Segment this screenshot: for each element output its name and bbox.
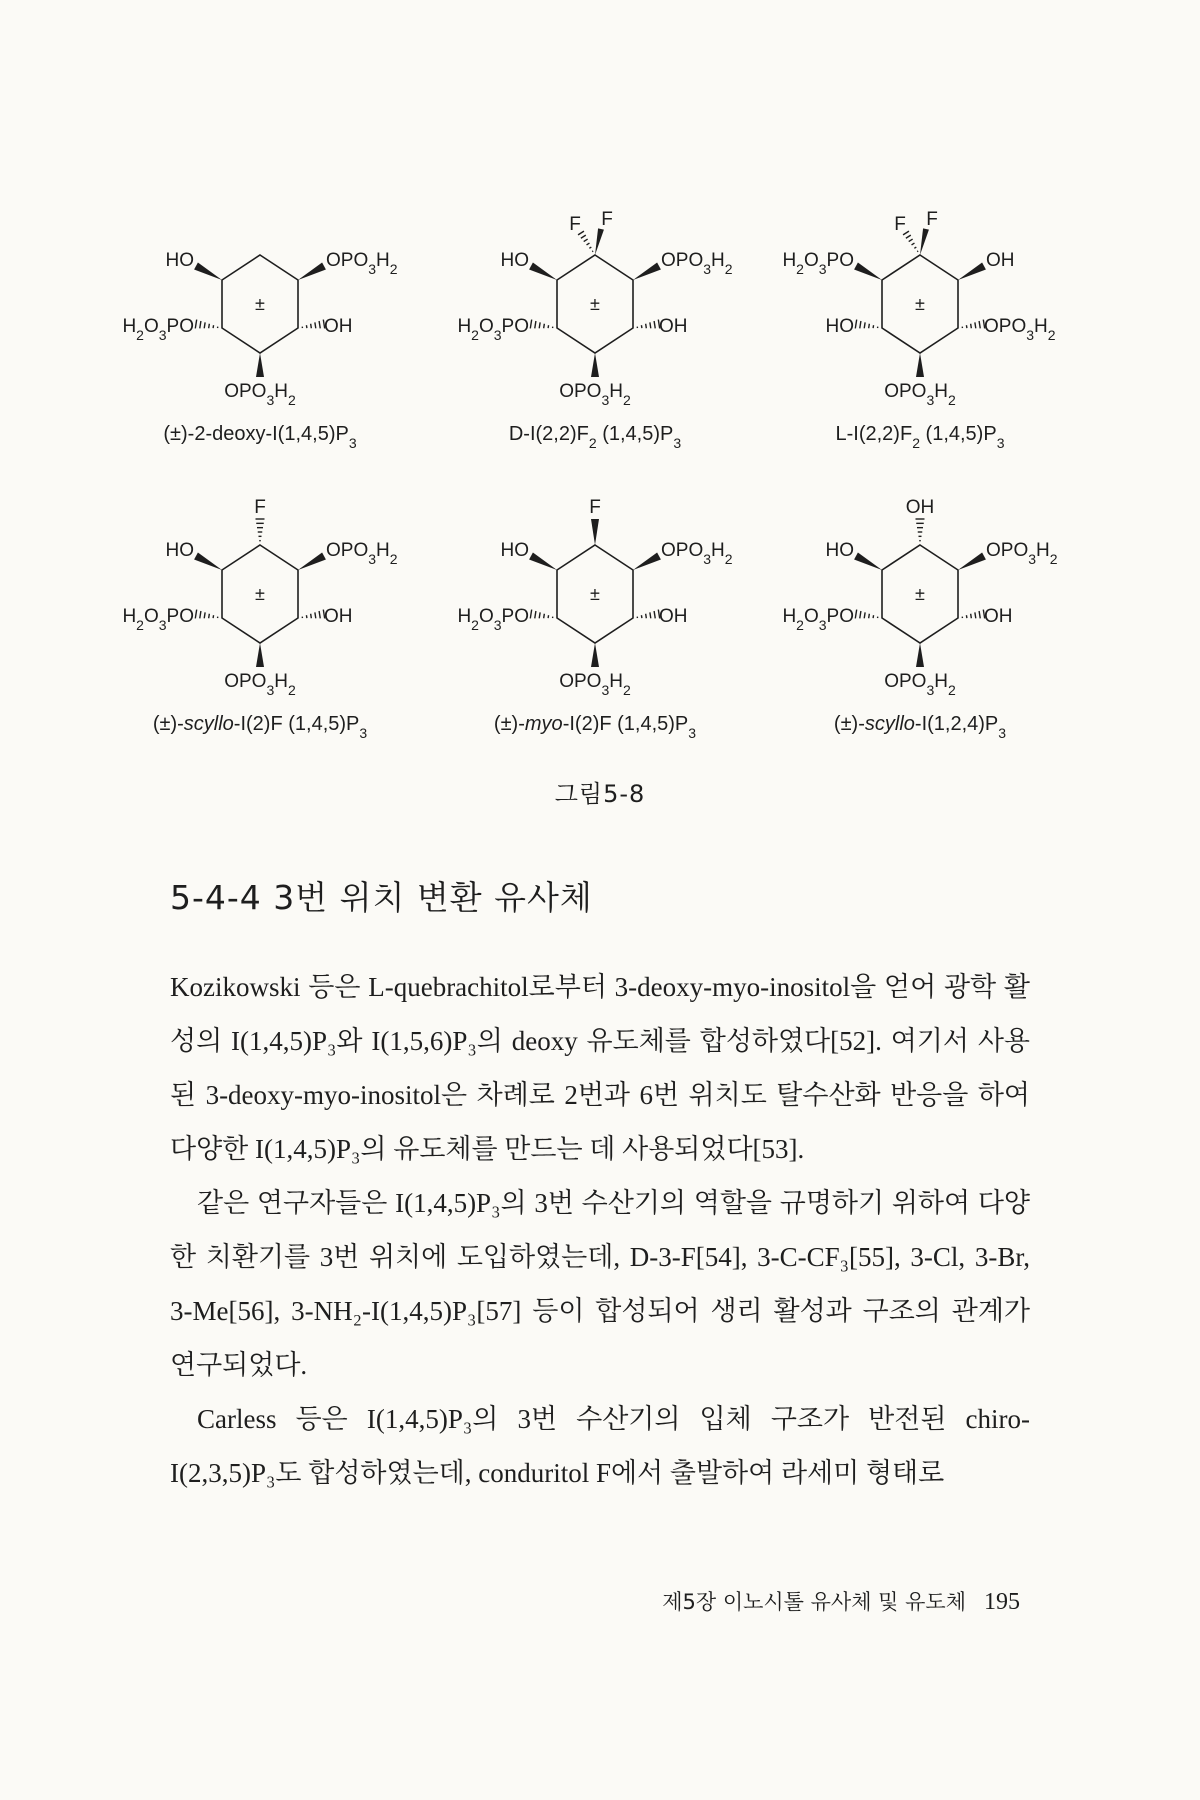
compound-name: (±)-scyllo-I(2)F $(1,4,5)P_3$ bbox=[152, 713, 368, 741]
bond-left-bottom bbox=[530, 320, 552, 329]
substituent-left-top: HO bbox=[165, 540, 194, 561]
bond-right-top bbox=[958, 552, 986, 570]
bond-right-top bbox=[298, 262, 326, 280]
structure-4 bbox=[90, 490, 430, 750]
substituent-top-f2: F bbox=[601, 209, 613, 230]
substituent-bottom: $OPO_3H_2$ bbox=[224, 671, 296, 698]
substituent-right-bottom: OH bbox=[324, 316, 353, 337]
substituent-bottom: $OPO_3H_2$ bbox=[884, 671, 956, 698]
substituent-top: F bbox=[254, 497, 266, 518]
bond-left-top bbox=[854, 552, 882, 570]
bond-right-top bbox=[633, 552, 661, 570]
bond-bottom bbox=[916, 643, 924, 667]
structure-6 bbox=[750, 490, 1090, 750]
substituent-left-bottom: HO bbox=[825, 316, 854, 337]
substituent-left-top: $H_2O_3PO$ bbox=[782, 250, 854, 277]
substituent-right-top: $OPO_3H_2$ bbox=[326, 540, 398, 567]
bond-left-top bbox=[529, 262, 557, 280]
substituent-top: F bbox=[589, 497, 601, 518]
bond-right-bottom bbox=[962, 610, 984, 619]
substituent-right-bottom: $OPO_3H_2$ bbox=[984, 316, 1056, 343]
bond-left-bottom bbox=[855, 320, 877, 329]
substituent-bottom: $OPO_3H_2$ bbox=[559, 381, 631, 408]
bond-left-top bbox=[529, 552, 557, 570]
substituent-left-top: HO bbox=[825, 540, 854, 561]
racemic-mark: ± bbox=[255, 294, 265, 314]
racemic-mark: ± bbox=[915, 584, 925, 604]
racemic-mark: ± bbox=[255, 584, 265, 604]
bond-right-bottom bbox=[637, 610, 659, 619]
bond-left-bottom bbox=[530, 610, 552, 619]
body-text bbox=[170, 960, 1030, 1500]
bond-left-bottom bbox=[855, 610, 877, 619]
structure-2 bbox=[425, 200, 765, 460]
substituent-right-bottom: OH bbox=[659, 316, 688, 337]
substituent-left-top: HO bbox=[500, 250, 529, 271]
substituent-left-bottom: $H_2O_3PO$ bbox=[122, 606, 194, 633]
substituent-bottom: $OPO_3H_2$ bbox=[559, 671, 631, 698]
substituent-left-top: HO bbox=[165, 250, 194, 271]
racemic-mark: ± bbox=[590, 294, 600, 314]
paragraph-2: 같은 연구자들은 I(1,4,5)P₃의 3번 수산기의 역할을 규명하기 위하여 다양한 치환기를 3번 위치에 도입하였는데, D-3-F[54], 3-C-CF₃[55], 3-Cl, 3-Br, 3-Me[56], 3-NH₂-I(1,4,5)P₃[57] 등이 합성되어 생리 활성과 구조의 관계가 연구되었다. bbox=[170, 1188, 1030, 1380]
substituent-right-bottom: OH bbox=[324, 606, 353, 627]
bond-bottom bbox=[916, 353, 924, 377]
substituent-left-top: HO bbox=[500, 540, 529, 561]
bond-top bbox=[591, 519, 599, 545]
bond-bottom bbox=[591, 353, 599, 377]
substituent-right-bottom: OH bbox=[984, 606, 1013, 627]
substituent-bottom: $OPO_3H_2$ bbox=[884, 381, 956, 408]
compound-name: $L-I(2,2)F_2$ $(1,4,5)P_3$ bbox=[835, 423, 1005, 451]
racemic-mark: ± bbox=[915, 294, 925, 314]
substituent-top-f1: F bbox=[569, 214, 581, 235]
substituent-left-bottom: $H_2O_3PO$ bbox=[457, 316, 529, 343]
bond-top-f2 bbox=[920, 228, 929, 255]
compound-name: $D-I(2,2)F_2$ $(1,4,5)P_3$ bbox=[508, 423, 682, 451]
bond-left-top bbox=[194, 552, 222, 570]
bond-right-bottom bbox=[302, 320, 324, 329]
bond-right-top bbox=[298, 552, 326, 570]
paragraph-1: Kozikowski 등은 L-quebrachitol로부터 3-deoxy-myo-inositol을 얻어 광학 활성의 I(1,4,5)P₃와 I(1,5,6)P₃의 deoxy 유도체를 합성하였다[52]. 여기서 사용된 3-deoxy-myo-inositol은 차례로 2번과 6번 위치도 탈수산화 반응을 하여 다양한 I(1,4,5)P₃의 유도체를 만드는 데 사용되었다[53]. bbox=[170, 972, 1030, 1164]
bond-right-top bbox=[958, 262, 986, 280]
page-footer bbox=[600, 1586, 1020, 1616]
substituent-bottom: $OPO_3H_2$ bbox=[224, 381, 296, 408]
bond-left-bottom bbox=[195, 320, 217, 329]
substituent-left-bottom: $H_2O_3PO$ bbox=[782, 606, 854, 633]
chapter-title: 제5장 이노시톨 유사체 및 유도체 bbox=[662, 1590, 966, 1614]
bond-top bbox=[256, 519, 265, 541]
substituent-right-bottom: OH bbox=[659, 606, 688, 627]
compound-name: (±)-myo-I(2)F $(1,4,5)P_3$ bbox=[493, 713, 697, 741]
bond-bottom bbox=[256, 353, 264, 377]
bond-right-bottom bbox=[302, 610, 324, 619]
substituent-right-top: OH bbox=[986, 250, 1015, 271]
bond-top-f2 bbox=[595, 228, 604, 255]
substituent-top: OH bbox=[905, 497, 935, 518]
substituent-top-f1: F bbox=[894, 214, 906, 235]
substituent-right-top: $OPO_3H_2$ bbox=[661, 250, 733, 277]
structure-5 bbox=[425, 490, 765, 750]
bond-left-top bbox=[194, 262, 222, 280]
substituent-top-f2: F bbox=[926, 209, 938, 230]
bond-left-top bbox=[854, 262, 882, 280]
substituent-right-top: $OPO_3H_2$ bbox=[661, 540, 733, 567]
bond-bottom bbox=[256, 643, 264, 667]
structure-3 bbox=[750, 200, 1090, 460]
bond-right-top bbox=[633, 262, 661, 280]
figure-caption: 그림5-8 bbox=[554, 780, 646, 808]
bond-right-bottom bbox=[637, 320, 659, 329]
substituent-left-bottom: $H_2O_3PO$ bbox=[457, 606, 529, 633]
bond-left-bottom bbox=[195, 610, 217, 619]
structure-1 bbox=[90, 200, 430, 460]
bond-right-bottom bbox=[962, 320, 984, 329]
paragraph-3: Carless 등은 I(1,4,5)P₃의 3번 수산기의 입체 구조가 반전된 chiro-I(2,3,5)P₃도 합성하였는데, conduritol F에서 출발하여 라세미 형태로 bbox=[170, 1404, 1030, 1488]
bond-top bbox=[916, 519, 925, 541]
compound-name: $(\pm)-scyllo-I(1,2,4)P_3$ bbox=[833, 713, 1007, 741]
page-number: 195 bbox=[984, 1589, 1020, 1615]
substituent-right-top: $OPO_3H_2$ bbox=[986, 540, 1058, 567]
racemic-mark: ± bbox=[590, 584, 600, 604]
substituent-left-bottom: $H_2O_3PO$ bbox=[122, 316, 194, 343]
compound-name: $(\pm)-2-deoxy-I(1,4,5)P_3$ bbox=[163, 423, 357, 451]
section-heading: 5-4-4 3번 위치 변환 유사체 bbox=[170, 878, 593, 917]
substituent-right-top: $OPO_3H_2$ bbox=[326, 250, 398, 277]
bond-bottom bbox=[591, 643, 599, 667]
